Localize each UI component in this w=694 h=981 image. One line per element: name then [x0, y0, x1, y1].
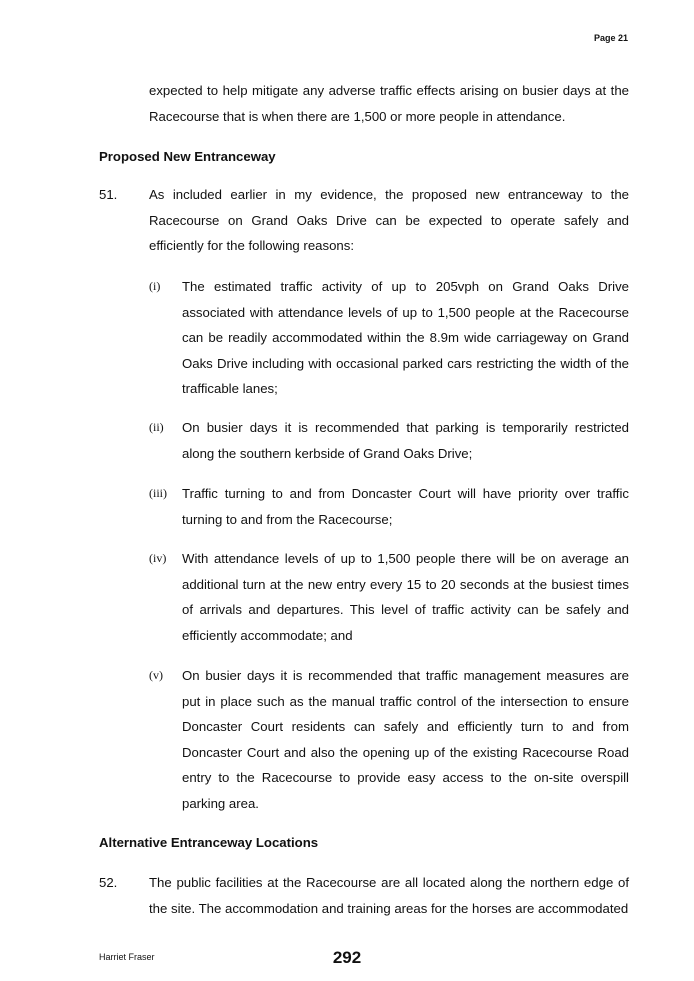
list-item-text: Traffic turning to and from Doncaster Court will have priority over traffic turning to and from the Racecourse;: [182, 486, 629, 527]
list-item-number: (i): [149, 279, 161, 293]
list-item-number: (iv): [149, 551, 167, 565]
section-heading-proposed-new-entranceway: Proposed New Entranceway: [99, 149, 276, 164]
continuation-paragraph: expected to help mitigate any adverse traffic effects arising on busier days at the Racecourse that is when there are 1,500 or more people in attendance.: [149, 83, 629, 124]
paragraph-number-51: 51.: [99, 187, 118, 202]
list-item-number: (iii): [149, 486, 167, 500]
page-number-label: Page 21: [593, 33, 628, 43]
footer-page-number: 292: [332, 948, 362, 967]
list-item-text: On busier days it is recommended that parking is temporarily restricted along the southern kerbside of Grand Oaks Drive;: [182, 420, 629, 461]
footer-author: Harriet Fraser: [99, 952, 155, 962]
paragraph-51-text: As included earlier in my evidence, the proposed new entranceway to the Racecourse on Grand Oaks Drive can be expected to operate safely and efficiently for the following reasons:: [149, 187, 629, 254]
list-item-text: On busier days it is recommended that traffic management measures are put in place such as the manual traffic control of the intersection to ensure Doncaster Court residents can safely and efficiently turn to and from Doncaster Court and also the opening up of the existing Racecourse Road entry to the Racecourse to provide easy access to the on-site overspill parking area.: [182, 668, 629, 811]
list-item-number: (v): [149, 668, 163, 682]
section-heading-alternative-entranceway-locations: Alternative Entranceway Locations: [99, 835, 319, 850]
list-item-text: With attendance levels of up to 1,500 people there will be on average an additional turn at the new entry every 15 to 20 seconds at the busiest times of arrivals and departures. This level of traffic activity can be safely and efficiently accommodate; and: [182, 551, 629, 643]
paragraph-number-52: 52.: [99, 875, 118, 890]
list-item-number: (ii): [149, 420, 164, 434]
paragraph-52-text: The public facilities at the Racecourse are all located along the northern edge of the site. The accommodation and training areas for the horses are accommodated: [149, 875, 629, 916]
list-item-text: The estimated traffic activity of up to 205vph on Grand Oaks Drive associated with attendance levels of up to 1,500 people at the Racecourse can be readily accommodated within the 8.9m wide carriageway on Grand Oaks Drive including with occasional parked cars restricting the width of the trafficable lanes;: [182, 279, 629, 397]
